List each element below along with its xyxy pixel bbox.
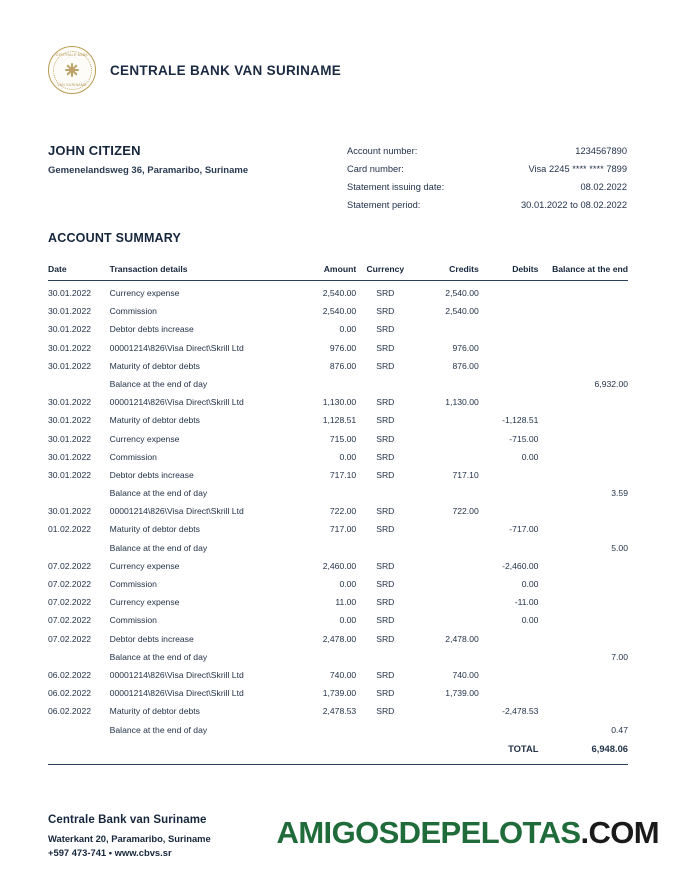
cell-debits — [479, 357, 539, 375]
cell-date: 30.01.2022 — [48, 306, 92, 317]
cell-credits — [414, 429, 478, 447]
cell-date — [48, 484, 104, 502]
cell-details: Currency expense — [109, 288, 180, 298]
cell-debits — [479, 281, 539, 303]
cell-currency — [356, 484, 414, 502]
table-row — [48, 557, 628, 575]
table-row — [48, 448, 628, 466]
cell-date: 07.02.2022 — [48, 633, 92, 644]
cell-currency — [356, 375, 414, 393]
cell-balance — [538, 302, 628, 320]
cell-details: Commission — [109, 451, 157, 462]
cell-date: 01.02.2022 — [48, 524, 92, 535]
cell-date: 30.01.2022 — [48, 433, 92, 444]
watermark — [277, 815, 659, 851]
table-row — [48, 357, 628, 375]
footer-bank-name: Centrale Bank van Suriname — [48, 814, 207, 827]
column-header-amount: Amount — [287, 264, 356, 281]
cell-balance — [538, 557, 628, 575]
cell-credits — [414, 557, 478, 575]
cell-credits — [414, 539, 478, 557]
cell-balance — [538, 575, 628, 593]
cell-balance — [538, 357, 628, 375]
customer-address: Gemenelandsweg 36, Paramaribo, Suriname — [48, 165, 249, 176]
cell-amount: 976.00 — [329, 342, 357, 353]
cell-debits: 0.00 — [521, 451, 539, 462]
cell-balance — [538, 320, 628, 338]
cell-amount — [287, 375, 356, 393]
customer-block — [48, 143, 248, 176]
column-header-credits: Credits — [414, 264, 478, 281]
cell-credits — [414, 593, 478, 611]
cell-currency — [356, 720, 414, 738]
cell-currency: SRD — [376, 415, 395, 426]
cell-credits: 717.10 — [452, 469, 479, 480]
column-header-balance: Balance at the end — [538, 264, 628, 281]
cell-balance — [538, 411, 628, 429]
cell-amount: 715.00 — [329, 433, 357, 444]
cell-details: Balance at the end of day — [109, 542, 208, 553]
cell-date: 30.01.2022 — [48, 360, 92, 371]
account-info-value: 30.01.2022 to 08.02.2022 — [521, 200, 627, 210]
cell-amount: 1,130.00 — [322, 397, 357, 408]
cell-credits — [414, 648, 478, 666]
column-header-debits: Debits — [479, 264, 539, 281]
cell-currency: SRD — [376, 597, 395, 608]
cell-currency: SRD — [376, 615, 395, 626]
cell-currency: SRD — [376, 306, 395, 317]
cell-amount: 2,478.00 — [322, 633, 357, 644]
cell-balance — [538, 666, 628, 684]
cell-debits — [479, 539, 539, 557]
cell-credits: 876.00 — [452, 360, 479, 371]
cell-details: Currency expense — [109, 597, 180, 608]
account-info-body — [347, 146, 627, 218]
cell-debits — [479, 338, 539, 356]
cell-details: Maturity of debtor debts — [109, 360, 200, 371]
cell-credits — [414, 611, 478, 629]
transactions-header-row — [48, 264, 628, 281]
cell-details: Commission — [109, 306, 157, 317]
cell-balance — [538, 684, 628, 702]
cell-debits — [479, 648, 539, 666]
account-info-value: 08.02.2022 — [580, 182, 627, 192]
cell-currency: SRD — [376, 288, 395, 298]
total-spacer-cell — [356, 739, 414, 758]
cell-amount: 0.00 — [339, 615, 357, 626]
bank-name-title: CENTRALE BANK VAN SURINAME — [110, 62, 342, 78]
table-row — [48, 466, 628, 484]
table-row — [48, 320, 628, 338]
cell-credits — [414, 720, 478, 738]
cell-details: Balance at the end of day — [109, 724, 208, 735]
cell-debits — [479, 375, 539, 393]
cell-date: 06.02.2022 — [48, 669, 92, 680]
footer-address: Waterkant 20, Paramaribo, Suriname — [48, 832, 211, 844]
table-row — [48, 429, 628, 447]
cell-balance — [538, 502, 628, 520]
cell-currency — [356, 539, 414, 557]
cell-date: 30.01.2022 — [48, 451, 92, 462]
cell-amount — [287, 539, 356, 557]
cell-credits — [414, 320, 478, 338]
cell-amount: 0.00 — [339, 451, 357, 462]
cell-balance: 7.00 — [611, 651, 628, 662]
table-row — [48, 338, 628, 356]
cell-credits — [414, 411, 478, 429]
cell-details: Currency expense — [109, 433, 180, 444]
cell-balance: 3.59 — [611, 488, 628, 499]
cell-currency: SRD — [376, 342, 395, 353]
table-bottom-divider — [48, 764, 628, 765]
cell-credits: 2,540.00 — [445, 306, 479, 317]
cell-amount — [287, 720, 356, 738]
cell-currency: SRD — [376, 324, 395, 335]
cell-balance — [538, 629, 628, 647]
column-header-details: Transaction details — [104, 264, 287, 281]
transactions-table — [48, 264, 628, 758]
cell-details: Currency expense — [109, 560, 180, 571]
cell-debits — [479, 393, 539, 411]
cell-balance: 5.00 — [611, 542, 628, 553]
cell-debits: -11.00 — [514, 597, 539, 608]
cell-debits — [479, 720, 539, 738]
table-row — [48, 520, 628, 538]
cell-debits: -715.00 — [509, 433, 539, 444]
cell-credits: 2,478.00 — [445, 633, 479, 644]
cell-date: 30.01.2022 — [48, 288, 92, 298]
cell-amount — [287, 648, 356, 666]
cell-balance: 0.47 — [611, 724, 628, 735]
cell-debits — [479, 320, 539, 338]
table-row — [48, 593, 628, 611]
cell-debits — [479, 302, 539, 320]
total-value: 6,948.06 — [591, 742, 628, 754]
cell-amount: 2,460.00 — [322, 560, 357, 571]
column-header-date: Date — [48, 264, 104, 281]
cell-debits: -2,478.53 — [502, 706, 539, 717]
table-row — [48, 684, 628, 702]
cell-date: 30.01.2022 — [48, 324, 92, 335]
transactions-body — [48, 281, 628, 758]
balance-row — [48, 375, 628, 393]
cell-balance — [538, 281, 628, 303]
account-info-label: Statement period: — [347, 200, 421, 210]
cell-currency: SRD — [376, 669, 395, 680]
cell-date: 30.01.2022 — [48, 415, 92, 426]
cell-currency: SRD — [376, 579, 395, 589]
cell-details: Debtor debts increase — [109, 633, 194, 644]
cell-balance — [538, 393, 628, 411]
cell-amount: 0.00 — [339, 579, 357, 589]
account-info-value: 1234567890 — [575, 146, 627, 156]
balance-row — [48, 648, 628, 666]
watermark-primary: AMIGOSDEPELOTAS — [276, 815, 581, 850]
table-row — [48, 281, 628, 303]
cell-debits: -717.00 — [509, 524, 539, 535]
cell-amount: 1,739.00 — [322, 688, 357, 699]
cell-currency: SRD — [376, 633, 395, 644]
cell-details: 00001214\826\Visa Direct\Skrill Ltd — [109, 397, 244, 408]
cell-currency: SRD — [376, 706, 395, 717]
cell-date — [48, 539, 104, 557]
cell-date — [48, 648, 104, 666]
cell-credits — [414, 520, 478, 538]
cell-currency: SRD — [376, 506, 395, 517]
document-header — [48, 46, 341, 94]
cell-amount: 0.00 — [339, 324, 357, 335]
account-info-table — [347, 146, 627, 218]
cell-date — [48, 720, 104, 738]
cell-debits — [479, 502, 539, 520]
cell-balance — [538, 702, 628, 720]
cell-amount: 2,540.00 — [322, 288, 357, 298]
watermark-suffix: .COM — [580, 815, 659, 850]
cell-details: Balance at the end of day — [109, 651, 208, 662]
account-summary-title: ACCOUNT SUMMARY — [48, 231, 182, 245]
seal-core-icon — [64, 62, 81, 79]
cell-amount: 2,478.53 — [322, 706, 357, 717]
cell-details: Commission — [109, 615, 157, 626]
cell-amount: 717.10 — [329, 469, 357, 480]
cell-balance — [538, 338, 628, 356]
cell-debits — [479, 666, 539, 684]
cell-details: Debtor debts increase — [109, 324, 194, 335]
account-info-label: Statement issuing date: — [347, 182, 445, 192]
cell-credits: 1,130.00 — [445, 397, 479, 408]
total-spacer-cell — [287, 739, 356, 758]
seal-bottom-text: VAN SURINAME — [57, 83, 87, 87]
cell-currency: SRD — [376, 451, 395, 462]
cell-details: Commission — [109, 579, 157, 589]
cell-details: Maturity of debtor debts — [109, 524, 200, 535]
transactions-section — [48, 264, 628, 765]
cell-credits: 722.00 — [452, 506, 479, 517]
bank-seal-icon — [48, 46, 96, 94]
cell-balance: 6,932.00 — [594, 378, 628, 389]
cell-date: 07.02.2022 — [48, 597, 92, 608]
cell-credits — [414, 575, 478, 593]
cell-details: 00001214\826\Visa Direct\Skrill Ltd — [109, 342, 244, 353]
cell-amount: 876.00 — [329, 360, 357, 371]
total-spacer-cell — [48, 739, 104, 758]
cell-date: 30.01.2022 — [48, 469, 92, 480]
cell-details: Maturity of debtor debts — [109, 415, 200, 426]
account-info-row — [347, 182, 627, 200]
cell-balance — [538, 520, 628, 538]
cell-date: 07.02.2022 — [48, 560, 92, 571]
cell-balance — [538, 611, 628, 629]
cell-details: Balance at the end of day — [109, 488, 208, 499]
cell-debits: 0.00 — [521, 579, 539, 589]
footer-contact: +597 473-741 • www.cbvs.sr — [48, 847, 172, 859]
cell-currency: SRD — [376, 524, 395, 535]
cell-amount: 722.00 — [329, 506, 357, 517]
cell-credits: 2,540.00 — [445, 288, 479, 298]
cell-debits: -1,128.51 — [502, 415, 539, 426]
table-row — [48, 575, 628, 593]
cell-amount: 11.00 — [335, 597, 357, 608]
cell-details: 00001214\826\Visa Direct\Skrill Ltd — [109, 669, 244, 680]
cell-credits: 976.00 — [452, 342, 479, 353]
cell-debits — [479, 629, 539, 647]
account-info-row — [347, 146, 627, 164]
cell-credits — [414, 484, 478, 502]
table-row — [48, 666, 628, 684]
cell-currency: SRD — [376, 688, 395, 699]
table-row — [48, 629, 628, 647]
cell-credits — [414, 448, 478, 466]
cell-date — [48, 375, 104, 393]
cell-details: 00001214\826\Visa Direct\Skrill Ltd — [109, 688, 244, 699]
column-header-currency: Currency — [356, 264, 414, 281]
balance-row — [48, 484, 628, 502]
transactions-head — [48, 264, 628, 281]
cell-date: 07.02.2022 — [48, 615, 92, 626]
seal-top-text: CENTRALE BANK — [55, 53, 89, 57]
table-row — [48, 611, 628, 629]
cell-amount: 740.00 — [329, 669, 357, 680]
table-row — [48, 302, 628, 320]
cell-date: 06.02.2022 — [48, 688, 92, 699]
cell-date: 30.01.2022 — [48, 342, 92, 353]
cell-debits: -2,460.00 — [502, 560, 539, 571]
cell-currency: SRD — [376, 433, 395, 444]
table-row — [48, 702, 628, 720]
table-row — [48, 393, 628, 411]
balance-row — [48, 539, 628, 557]
account-info-row — [347, 200, 627, 218]
cell-details: Maturity of debtor debts — [109, 706, 200, 717]
cell-date: 30.01.2022 — [48, 506, 92, 517]
cell-currency: SRD — [376, 560, 395, 571]
cell-date: 07.02.2022 — [48, 579, 92, 589]
cell-date: 30.01.2022 — [48, 397, 92, 408]
cell-credits: 740.00 — [452, 669, 479, 680]
cell-currency: SRD — [376, 397, 395, 408]
cell-credits — [414, 375, 478, 393]
document-footer — [48, 812, 211, 861]
total-label: TOTAL — [508, 742, 539, 754]
account-info-value: Visa 2245 **** **** 7899 — [528, 164, 627, 174]
cell-amount: 1,128.51 — [322, 415, 357, 426]
cell-credits: 1,739.00 — [445, 688, 479, 699]
cell-balance — [538, 448, 628, 466]
customer-name: JOHN CITIZEN — [48, 143, 141, 158]
total-row — [48, 739, 628, 758]
cell-debits — [479, 684, 539, 702]
account-info-row — [347, 164, 627, 182]
cell-balance — [538, 429, 628, 447]
total-spacer-cell — [104, 739, 287, 758]
cell-debits — [479, 484, 539, 502]
account-info-label: Card number: — [347, 164, 404, 174]
cell-credits — [414, 702, 478, 720]
cell-details: 00001214\826\Visa Direct\Skrill Ltd — [109, 506, 244, 517]
table-row — [48, 502, 628, 520]
cell-currency: SRD — [376, 360, 395, 371]
account-info-label: Account number: — [347, 146, 418, 156]
cell-amount — [287, 484, 356, 502]
table-row — [48, 411, 628, 429]
cell-balance — [538, 593, 628, 611]
cell-details: Balance at the end of day — [109, 378, 208, 389]
cell-balance — [538, 466, 628, 484]
total-spacer-cell — [414, 739, 478, 758]
cell-amount: 717.00 — [329, 524, 357, 535]
cell-date: 06.02.2022 — [48, 706, 92, 717]
cell-currency — [356, 648, 414, 666]
cell-amount: 2,540.00 — [322, 306, 357, 317]
cell-debits — [479, 466, 539, 484]
cell-details: Debtor debts increase — [109, 469, 194, 480]
balance-row — [48, 720, 628, 738]
cell-currency: SRD — [376, 469, 395, 480]
cell-debits: 0.00 — [521, 615, 539, 626]
